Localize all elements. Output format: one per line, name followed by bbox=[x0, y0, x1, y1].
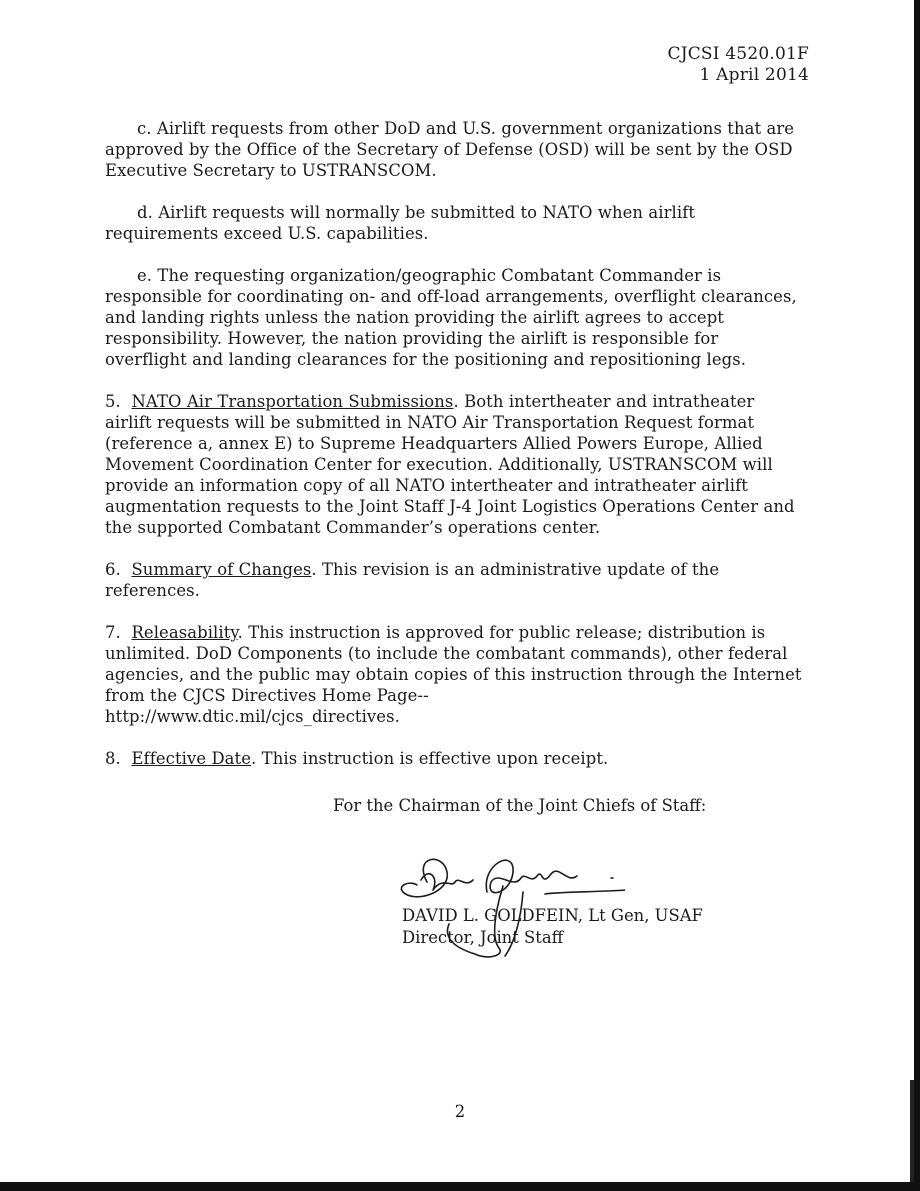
paragraph-7-number: 7. bbox=[105, 623, 121, 642]
paragraph-6 bbox=[105, 559, 805, 601]
paragraph-7-title: Releasability bbox=[131, 623, 238, 642]
scan-edge-bottom bbox=[0, 1182, 920, 1191]
paragraph-e: e. The requesting organization/geographic Combatant Commander is responsible for coordinating on- and off-load arrangements, overflight clearances, and landing rights unless the nation providing the airlift agrees to accept responsibility. However, the nation providing the airlift is responsible for overflight and landing clearances for the positioning and repositioning legs. bbox=[105, 266, 797, 369]
scan-edge-right-inner bbox=[910, 1080, 914, 1191]
paragraph-5 bbox=[105, 391, 805, 538]
paragraph-7-text: . This instruction is approved for public release; distribution is unlimited. DoD Components (to include the combatant commands), other federal agencies, and the public may obtain copies of this instruction through the Internet from the CJCS Directives Home Page-- bbox=[105, 623, 802, 705]
document-body bbox=[105, 118, 805, 790]
paragraph-c: c. Airlift requests from other DoD and U.S. government organizations that are approved by the Office of the Secretary of Defense (OSD) will be sent by the OSD Executive Secretary to USTRANSCOM. bbox=[105, 119, 795, 180]
paragraph-5-title: NATO Air Transportation Submissions bbox=[131, 392, 454, 411]
paragraph-8 bbox=[105, 748, 805, 769]
directives-url: http://www.dtic.mil/cjcs_directives. bbox=[105, 707, 400, 726]
document-date: 1 April 2014 bbox=[699, 65, 809, 85]
paragraph-6-title: Summary of Changes bbox=[131, 560, 312, 579]
paragraph-5-number: 5. bbox=[105, 392, 121, 411]
document-id: CJCSI 4520.01F bbox=[667, 44, 809, 64]
paragraph-5-text: . Both intertheater and intratheater airlift requests will be submitted in NATO Air Transportation Request format (reference a, annex E) to Supreme Headquarters Allied Powers Europe, Allied Movement Coordination Center for execution. Additionally, USTRANSCOM will provide an information copy of all NATO intertheater and intratheater airlift augmentation requests to the Joint Staff J-4 Joint Logistics Operations Center and the supported Combatant Commander’s operations center. bbox=[105, 392, 795, 537]
signature-block bbox=[402, 905, 703, 949]
paragraph-6-number: 6. bbox=[105, 560, 121, 579]
paragraph-8-text: . This instruction is effective upon receipt. bbox=[251, 749, 609, 768]
paragraph-d: d. Airlift requests will normally be submitted to NATO when airlift requirements exceed U.S. capabilities. bbox=[105, 203, 696, 243]
paragraph-8-title: Effective Date bbox=[131, 749, 252, 768]
signer-title: Director, Joint Staff bbox=[402, 928, 564, 947]
closing-line: For the Chairman of the Joint Chiefs of Staff: bbox=[333, 796, 707, 815]
paragraph-6-text: . This revision is an administrative update of the references. bbox=[105, 560, 720, 600]
scan-edge-right bbox=[914, 0, 920, 1191]
page-number: 2 bbox=[454, 1102, 466, 1121]
signer-name: DAVID L. GOLDFEIN, Lt Gen, USAF bbox=[402, 906, 703, 925]
paragraph-8-number: 8. bbox=[105, 749, 121, 768]
document-header bbox=[668, 44, 810, 86]
paragraph-7 bbox=[105, 622, 805, 727]
